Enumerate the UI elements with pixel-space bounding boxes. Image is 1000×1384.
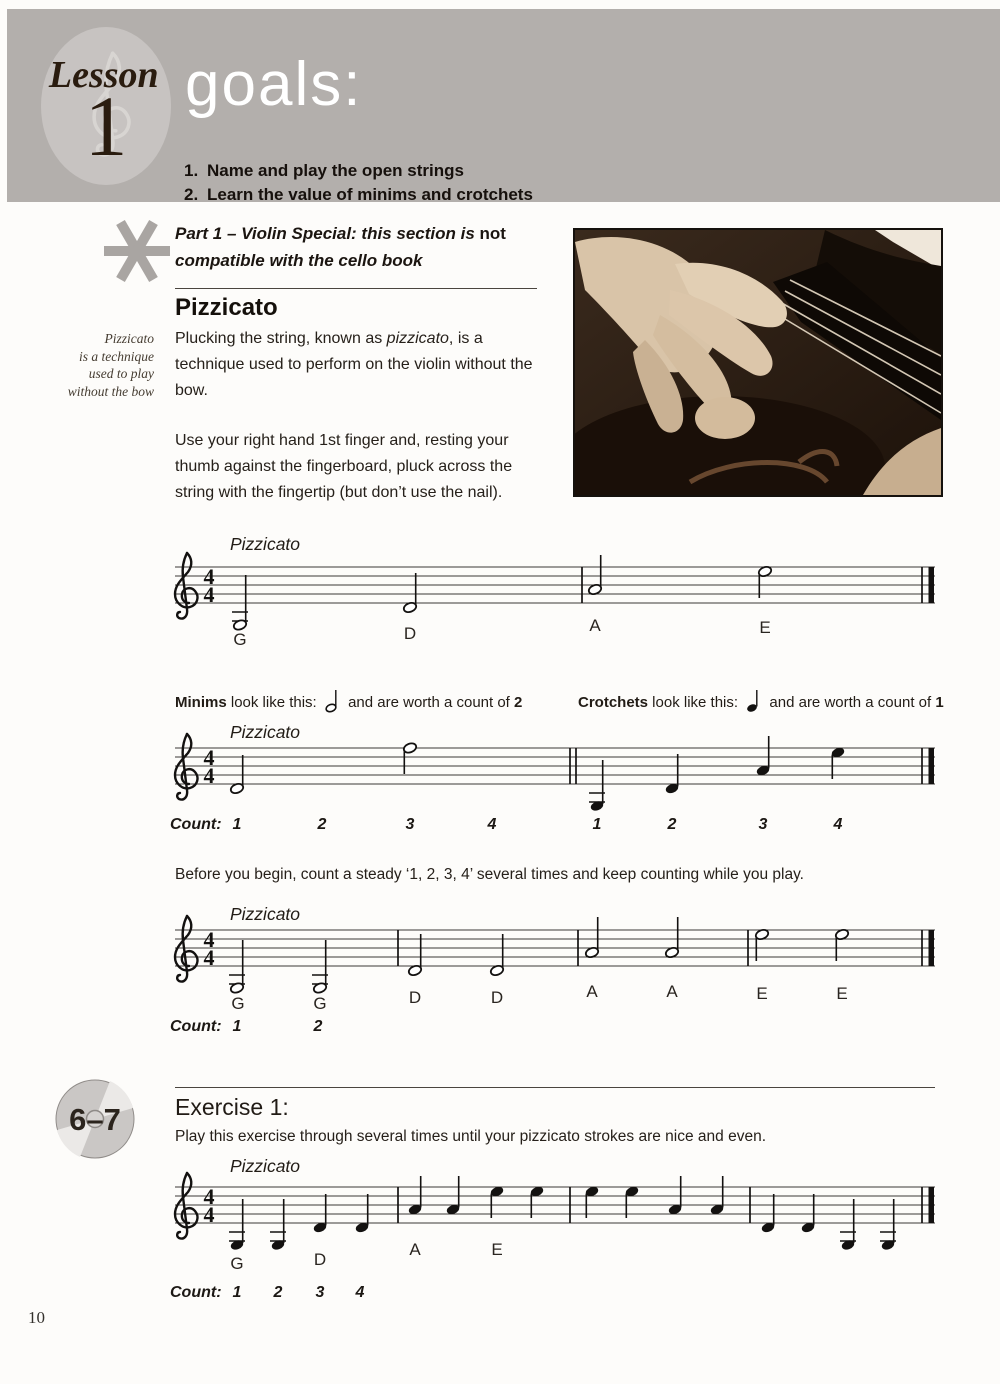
count-label: Count: (170, 816, 222, 833)
margin-note-line: without the bow (67, 383, 154, 399)
string-name-label: A (409, 1240, 421, 1259)
treble-clef-icon (175, 553, 197, 619)
tempo-marking: Pizzicato (230, 722, 301, 742)
string-name-label: E (756, 984, 768, 1003)
paragraph-italic-term: pizzicato (386, 330, 449, 347)
crotchet-definition (578, 688, 944, 713)
crotchet-note-G (840, 1199, 856, 1251)
string-name-label: A (589, 616, 601, 635)
part-note-line2: compatible with the cello book (175, 251, 423, 270)
minim-note-E (757, 565, 772, 598)
string-name-label: D (490, 988, 504, 1007)
final-barline-thick (929, 1187, 935, 1223)
crotchet-note-G (270, 1199, 286, 1251)
count-number: 2 (667, 816, 677, 833)
body-paragraph: Use your right hand 1st finger and, resting your thumb against the fingerboard, pluck across the string with the fingertip (but don’t use the nail). (175, 432, 513, 501)
term-crotchets: Crotchets (578, 694, 649, 711)
tempo-marking: Pizzicato (230, 534, 301, 554)
crotchet-note-E (624, 1185, 639, 1218)
minim-note-A (664, 917, 679, 959)
minim-note-A (584, 917, 599, 959)
count-number: 4 (355, 1284, 365, 1301)
time-signature-bottom: 4 (203, 763, 215, 788)
time-signature-top: 4 (203, 1184, 215, 1209)
string-name-label: D (403, 624, 417, 643)
definition-text: and are worth a count of (343, 694, 515, 711)
page-number: 10 (28, 1308, 45, 1327)
count-number: 4 (833, 816, 843, 833)
count-number: 1 (232, 1284, 242, 1301)
count-number: 2 (273, 1284, 283, 1301)
minim-glyph-icon (325, 688, 340, 713)
goals-list (184, 159, 533, 207)
string-name-label: G (230, 1254, 244, 1273)
count-number: 2 (313, 1018, 323, 1035)
minim-note-D (402, 573, 417, 614)
crotchet-note-E (830, 746, 845, 779)
string-name-label: G (313, 994, 327, 1013)
crotchet-note-E (529, 1185, 544, 1218)
count-number: 1 (232, 816, 242, 833)
count-number: 3 (405, 816, 415, 833)
time-signature-bottom: 4 (203, 1202, 215, 1227)
paragraph-text: , is a technique used to perform on the violin without the bow. (175, 330, 533, 399)
final-barline-thick (929, 930, 935, 966)
page-title: goals: (185, 50, 363, 119)
goal-number: 2. (184, 185, 199, 204)
goal-text: Learn the value of minims and crotchets (207, 185, 533, 204)
staff-system-2 (165, 715, 945, 845)
string-name-label: D (313, 1250, 327, 1269)
goal-item (184, 183, 533, 207)
crotchet-note-E (489, 1185, 504, 1218)
crotchet-note-G (880, 1199, 896, 1251)
section-heading: Pizzicato (175, 294, 278, 321)
count-number: 1 (592, 816, 602, 833)
lesson-number: 1 (84, 78, 128, 174)
margin-note-line: is a technique (79, 348, 154, 364)
string-name-label: A (586, 982, 598, 1001)
minim-note-D (407, 934, 422, 977)
tempo-marking: Pizzicato (230, 904, 301, 924)
part-note-emphasis: not (479, 224, 506, 243)
count-label: Count: (170, 1284, 222, 1301)
string-name-label: E (759, 618, 771, 637)
crotchet-note-E (584, 1185, 599, 1218)
violin-pizzicato-photo (573, 228, 943, 497)
string-name-label: G (233, 630, 247, 649)
section-divider (175, 288, 537, 289)
time-signature-top: 4 (203, 927, 215, 952)
tempo-marking: Pizzicato (230, 1156, 301, 1176)
exercise-heading: Exercise 1: (175, 1094, 289, 1120)
staff-system-3 (165, 898, 945, 1016)
exercise-instruction: Play this exercise through several times until your pizzicato strokes are nice and even. (175, 1128, 767, 1145)
treble-clef-icon (175, 734, 197, 800)
goal-item (184, 159, 533, 183)
count-label: Count: (170, 1018, 222, 1035)
minim-note-D (489, 934, 504, 977)
treble-clef-icon (175, 916, 197, 982)
section-divider (175, 1087, 935, 1088)
minim-note-E (834, 928, 849, 961)
staff-system-4 (165, 1152, 945, 1277)
count-number: 3 (315, 1284, 325, 1301)
goal-text: Name and play the open strings (207, 161, 464, 180)
definition-text: and are worth a count of (765, 694, 936, 711)
crotchet-note-G (229, 1199, 245, 1251)
time-signature-bottom: 4 (203, 582, 215, 607)
crotchet-glyph-icon (746, 688, 761, 713)
crotchet-note-A (755, 736, 770, 777)
minim-note-high (402, 742, 417, 774)
staff-system-1 (165, 530, 945, 655)
definition-text: look like this: (648, 694, 743, 711)
count-number: 2 (317, 816, 327, 833)
final-barline-thick (929, 567, 935, 603)
string-name-label: D (408, 988, 422, 1007)
part-note (175, 220, 555, 274)
string-name-label: G (231, 994, 245, 1013)
goal-number: 1. (184, 161, 199, 180)
lesson-badge (41, 27, 171, 185)
minim-note-A (587, 555, 602, 596)
minim-definition (175, 688, 522, 713)
count-number: 4 (487, 816, 497, 833)
minim-note-E (754, 928, 769, 961)
count-number: 1 (232, 1018, 242, 1035)
count-number: 3 (758, 816, 768, 833)
lesson-label: Lesson (48, 54, 159, 96)
sepia-photo-illustration (575, 230, 941, 495)
margin-note (34, 330, 154, 400)
treble-clef-icon (175, 1173, 197, 1239)
header-band (7, 9, 1000, 202)
margin-note-line: used to play (88, 366, 154, 381)
part-note-italic: Part 1 – Violin Special: this section is (175, 224, 480, 243)
time-signature-top: 4 (203, 745, 215, 770)
asterisk-icon (100, 214, 174, 288)
body-paragraph (175, 326, 533, 404)
string-name-label: A (666, 982, 678, 1001)
crotchet-note-G (589, 760, 605, 812)
term-minims: Minims (175, 694, 227, 711)
instruction-text: Before you begin, count a steady ‘1, 2, 3, 4’ several times and keep counting while you play. (175, 866, 804, 883)
time-signature-bottom: 4 (203, 945, 215, 970)
final-barline-thick (929, 748, 935, 784)
count-value: 1 (935, 694, 944, 711)
cd-track-badge (54, 1078, 136, 1160)
crotchet-note-D (664, 754, 679, 795)
string-name-label: E (836, 984, 848, 1003)
count-value: 2 (514, 694, 523, 711)
paragraph-text: Plucking the string, known as (175, 330, 387, 347)
time-signature-top: 4 (203, 564, 215, 589)
string-name-label: E (491, 1240, 503, 1259)
margin-note-line: Pizzicato (104, 331, 154, 346)
cd-track-numbers: 6–7 (69, 1102, 121, 1137)
definition-text: look like this: (226, 694, 321, 711)
